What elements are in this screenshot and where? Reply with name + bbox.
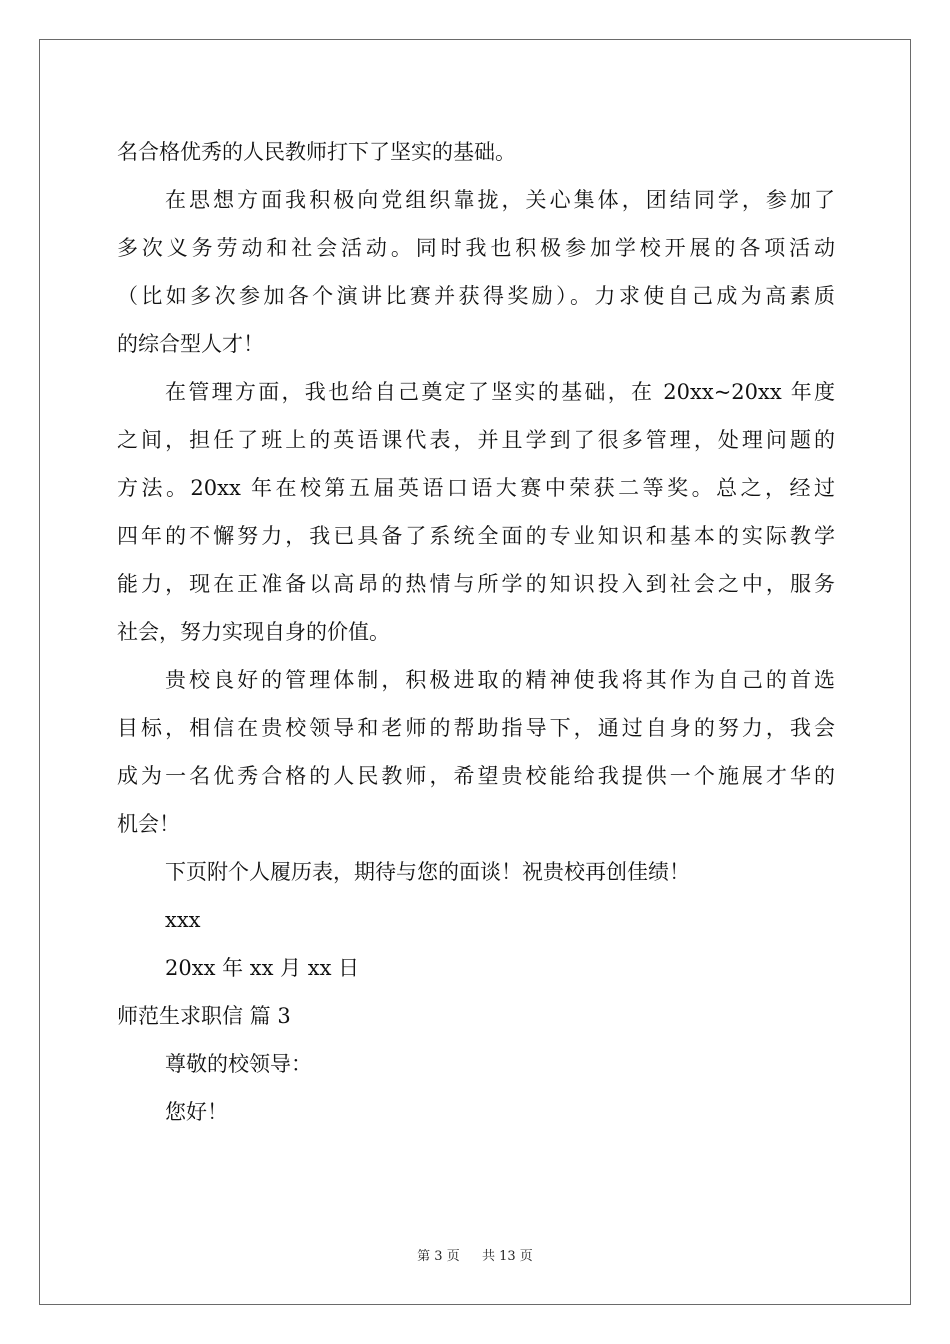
section-heading: 师范生求职信 篇 3 — [117, 1004, 291, 1028]
page-number: 第 3 页 — [417, 1249, 460, 1264]
page-footer — [0, 1248, 950, 1266]
body-line-4: （比如多次参加各个演讲比赛并获得奖励）。力求使自己成为高素质 — [117, 284, 835, 308]
page-total: 共 13 页 — [482, 1249, 533, 1264]
body-line-10: 能力，现在正准备以高昂的热情与所学的知识投入到社会之中，服务 — [117, 572, 835, 596]
body-line-5: 的综合型人才！ — [117, 332, 264, 356]
body-line-7: 之间，担任了班上的英语课代表，并且学到了很多管理，处理问题的 — [117, 428, 835, 452]
body-line-11: 社会，努力实现自身的价值。 — [117, 620, 390, 644]
body-line-14: 成为一名优秀合格的人民教师，希望贵校能给我提供一个施展才华的 — [117, 764, 835, 788]
signature-date: 20xx 年 xx 月 xx 日 — [165, 956, 360, 980]
greeting: 您好！ — [165, 1100, 228, 1124]
body-line-13: 目标，相信在贵校领导和老师的帮助指导下，通过自身的努力，我会 — [117, 716, 835, 740]
closing-line: 下页附个人履历表，期待与您的面谈！祝贵校再创佳绩！ — [165, 860, 690, 884]
body-line-2: 在思想方面我积极向党组织靠拢，关心集体，团结同学，参加了 — [165, 188, 835, 212]
body-line-3: 多次义务劳动和社会活动。同时我也积极参加学校开展的各项活动 — [117, 236, 835, 260]
body-line-8: 方法。20xx 年在校第五届英语口语大赛中荣获二等奖。总之，经过 — [117, 476, 835, 500]
body-line-9: 四年的不懈努力，我已具备了系统全面的专业知识和基本的实际教学 — [117, 524, 835, 548]
body-line-1: 名合格优秀的人民教师打下了坚实的基础。 — [117, 140, 516, 164]
body-line-6: 在管理方面，我也给自己奠定了坚实的基础，在 20xx~20xx 年度 — [165, 380, 835, 404]
salutation: 尊敬的校领导： — [165, 1052, 312, 1076]
signature-name: xxx — [165, 908, 201, 932]
body-line-15: 机会！ — [117, 812, 180, 836]
body-line-12: 贵校良好的管理体制，积极进取的精神使我将其作为自己的首选 — [165, 668, 835, 692]
